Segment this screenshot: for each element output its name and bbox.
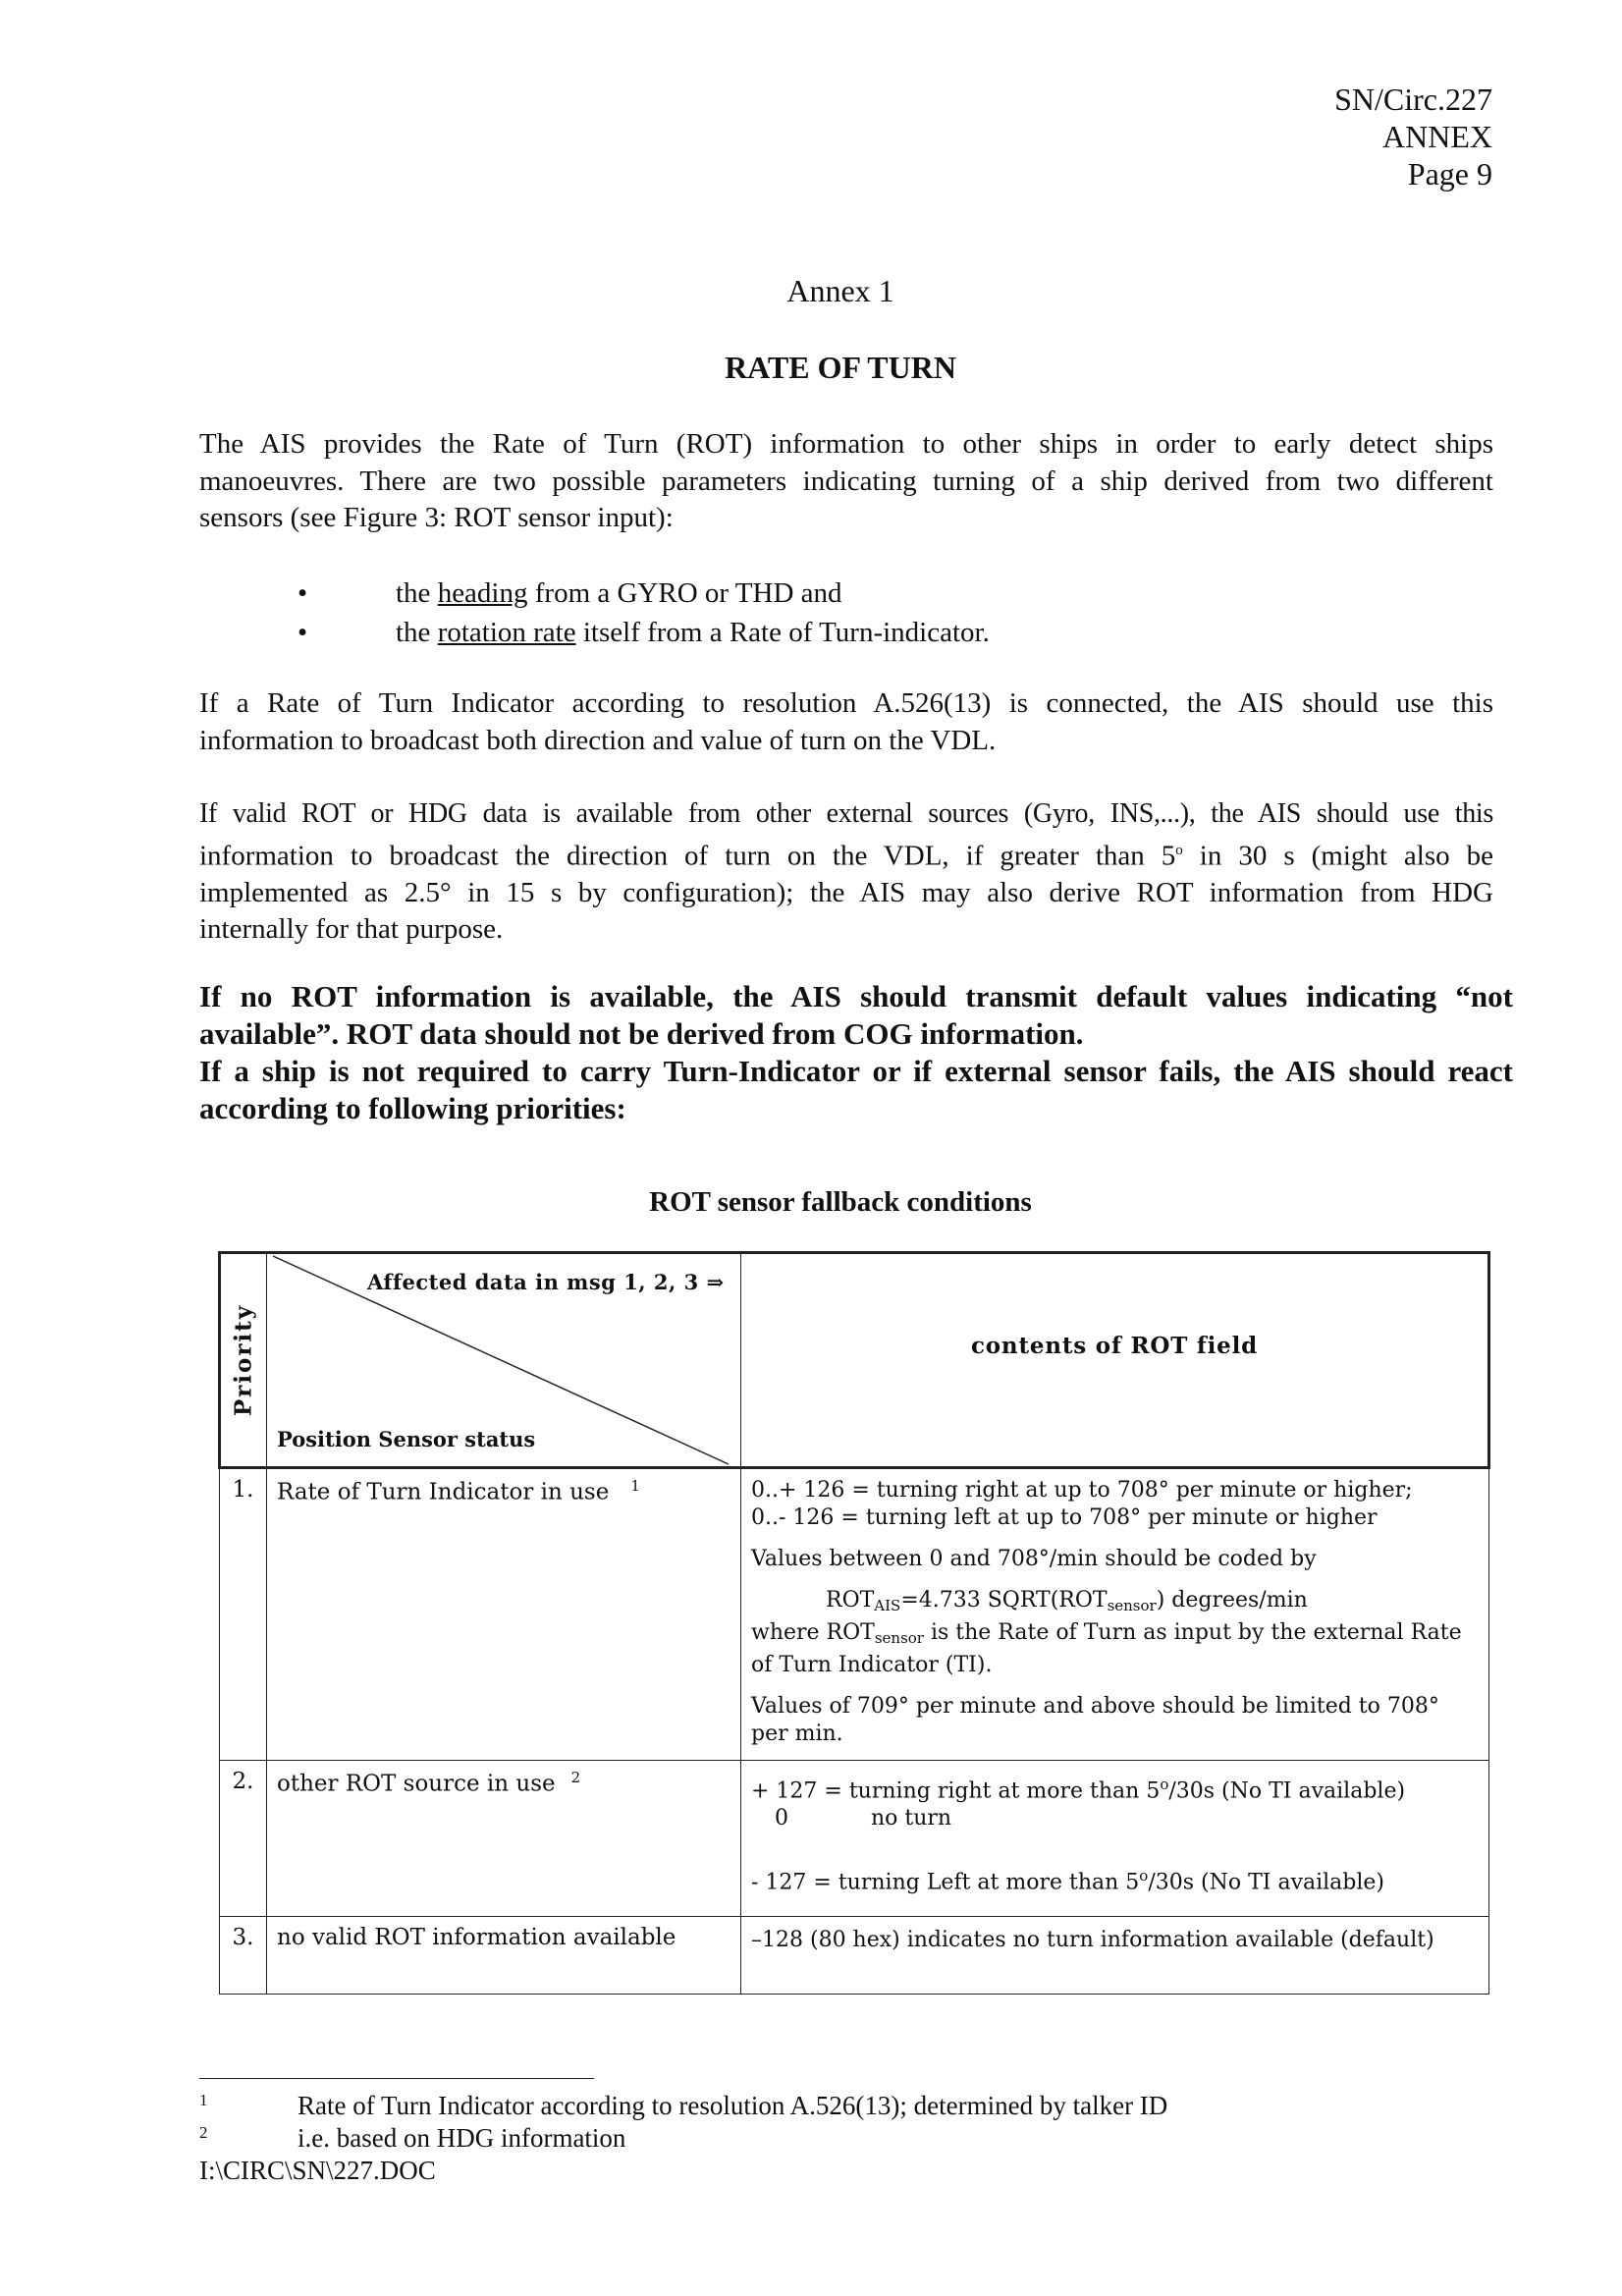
sensor-status-cell xyxy=(267,1917,741,1995)
content-fragment: + 127 = turning right at more than 5 xyxy=(751,1778,1161,1804)
footnote-mark: 2 xyxy=(199,2123,208,2142)
text-line: sensors (see Figure 3: ROT sensor input): xyxy=(199,502,674,533)
content-fragment: /30s (No TI available) xyxy=(1168,1778,1406,1804)
text-line: according to following priorities: xyxy=(199,1091,626,1125)
sensor-status-text: other ROT source in use xyxy=(277,1771,556,1797)
sensor-status-text: Rate of Turn Indicator in use xyxy=(277,1479,610,1505)
rot-content-cell xyxy=(741,1468,1489,1761)
intro-paragraph xyxy=(199,426,1493,537)
rot-content-cell: –128 (80 hex) indicates no turn information available (default) xyxy=(741,1917,1489,1995)
section-title: RATE OF TURN xyxy=(725,350,956,385)
footnote-ref: 1 xyxy=(630,1477,640,1495)
footnote-item xyxy=(199,2122,1378,2155)
formula-subscript: AIS xyxy=(874,1597,901,1614)
affected-data-label: Affected data in msg 1, 2, 3 ⇒ xyxy=(367,1270,725,1294)
content-line: of Turn Indicator (TI). xyxy=(751,1653,993,1677)
text-line: If no ROT information is available, the AIS should transmit default values indicating “not xyxy=(199,979,1513,1013)
degree-superscript: o xyxy=(1175,842,1183,858)
text-line xyxy=(199,833,1493,875)
footnote-divider xyxy=(199,2078,594,2079)
content-fragment: 0 xyxy=(775,1806,788,1831)
content-line: Values between 0 and 708°/min should be coded by xyxy=(751,1547,1317,1571)
text-line: internally for that purpose. xyxy=(199,913,504,946)
rot-fallback-table xyxy=(218,1251,1490,1995)
footnote-text: Rate of Turn Indicator according to resolution A.526(13); determined by talker ID xyxy=(297,2091,1168,2120)
annex-label: ANNEX xyxy=(1382,119,1492,154)
priority-header-cell xyxy=(220,1253,267,1468)
footnote-mark: 1 xyxy=(199,2091,208,2109)
priority-label: Priority xyxy=(230,1303,257,1417)
rot-formula xyxy=(751,1587,1481,1619)
bullet-icon: • xyxy=(297,577,308,609)
footnote-item xyxy=(199,2090,1378,2122)
formula-part: ROT xyxy=(826,1588,875,1613)
priority-number: 3. xyxy=(220,1917,267,1995)
content-fragment: where ROT xyxy=(751,1620,875,1645)
bullet-text: from a GYRO or THD and xyxy=(527,577,842,609)
text-line: If a ship is not required to carry Turn-Indicator or if external sensor fails, the AIS should react xyxy=(199,1054,1513,1088)
text-line: manoeuvres. There are two possible parameters indicating turning of a ship derived from two different xyxy=(199,465,1493,497)
table-row xyxy=(220,1468,1489,1761)
content-fragment: is the Rate of Turn as input by the external Rate xyxy=(923,1620,1462,1645)
table-header-row xyxy=(220,1253,1489,1468)
priority-number: 2. xyxy=(220,1761,267,1917)
paragraph-external-sources xyxy=(199,795,1493,949)
sensor-status-text: no valid ROT information available xyxy=(277,1925,676,1950)
rot-content-cell xyxy=(741,1761,1489,1917)
formula-part: ) degrees/min xyxy=(1156,1588,1308,1613)
formula-subscript: sensor xyxy=(1107,1597,1157,1614)
footnote-text: i.e. based on HDG information xyxy=(297,2123,626,2153)
list-item xyxy=(199,574,1493,613)
position-sensor-label: Position Sensor status xyxy=(277,1427,536,1451)
content-header-label: contents of ROT field xyxy=(970,1333,1259,1359)
text-line: implemented as 2.5° in 15 s by configuration); the AIS may also derive ROT information from HDG xyxy=(199,876,1493,908)
table-title: ROT sensor fallback conditions xyxy=(649,1186,1032,1218)
list-item xyxy=(199,613,1493,652)
degree-superscript: o xyxy=(1160,1776,1169,1793)
diagonal-header-cell xyxy=(267,1253,741,1468)
footnotes xyxy=(199,2090,1378,2187)
degree-superscript: o xyxy=(1139,1867,1149,1886)
formula-subscript: sensor xyxy=(874,1629,924,1647)
paragraph-rot-indicator xyxy=(199,685,1493,759)
table-row xyxy=(220,1761,1489,1917)
footnote-ref: 2 xyxy=(570,1769,581,1786)
text-line: If valid ROT or HDG data is available from other external sources (Gyro, INS,...), the AIS should use this xyxy=(199,798,1493,829)
content-line: Values of 709° per minute and above should be limited to 708° xyxy=(751,1694,1439,1719)
text-line: information to broadcast both direction and value of turn on the VDL. xyxy=(199,724,997,756)
text-line: The AIS provides the Rate of Turn (ROT) information to other ships in order to early detect ships xyxy=(199,428,1493,460)
bullet-underlined-term: rotation rate xyxy=(437,617,576,648)
content-line: 0..+ 126 = turning right at up to 708° per minute or higher; xyxy=(751,1478,1413,1503)
bullet-text: itself from a Rate of Turn-indicator. xyxy=(575,617,990,648)
sensor-status-cell xyxy=(267,1761,741,1917)
content-header-cell xyxy=(741,1253,1489,1468)
page-number: Page 9 xyxy=(1407,156,1492,191)
text-fragment: information to broadcast the direction of turn on the VDL, if greater than 5 xyxy=(199,840,1176,872)
text-line: If a Rate of Turn Indicator according to resolution A.526(13) is connected, the AIS should use this xyxy=(199,687,1493,719)
bullet-icon: • xyxy=(297,617,308,648)
table-row xyxy=(220,1917,1489,1995)
annex-title: Annex 1 xyxy=(786,273,894,308)
bullet-text: the xyxy=(396,617,438,648)
formula-part: =4.733 SQRT(ROT xyxy=(900,1588,1108,1613)
bullet-text: the xyxy=(396,577,438,609)
content-fragment: /30s (No TI available) xyxy=(1148,1870,1385,1895)
content-fragment: - 127 = turning Left at more than 5 xyxy=(751,1870,1140,1895)
sensor-status-cell xyxy=(267,1468,741,1761)
content-line: 0..- 126 = turning left at up to 708° per minute or higher xyxy=(751,1505,1378,1530)
document-path: I:\CIRC\SN\227.DOC xyxy=(199,2156,436,2185)
content-line: per min. xyxy=(751,1722,843,1746)
content-fragment: no turn xyxy=(871,1806,952,1831)
priority-number: 1. xyxy=(220,1468,267,1761)
text-fragment: in 30 s (might also be xyxy=(1182,840,1494,872)
circular-reference: SN/Circ.227 xyxy=(1334,82,1492,117)
bullet-underlined-term: heading xyxy=(437,577,528,609)
bold-requirements-paragraph xyxy=(199,978,1513,1127)
document-header xyxy=(1334,81,1492,192)
text-line: available”. ROT data should not be derived from COG information. xyxy=(199,1016,1084,1051)
